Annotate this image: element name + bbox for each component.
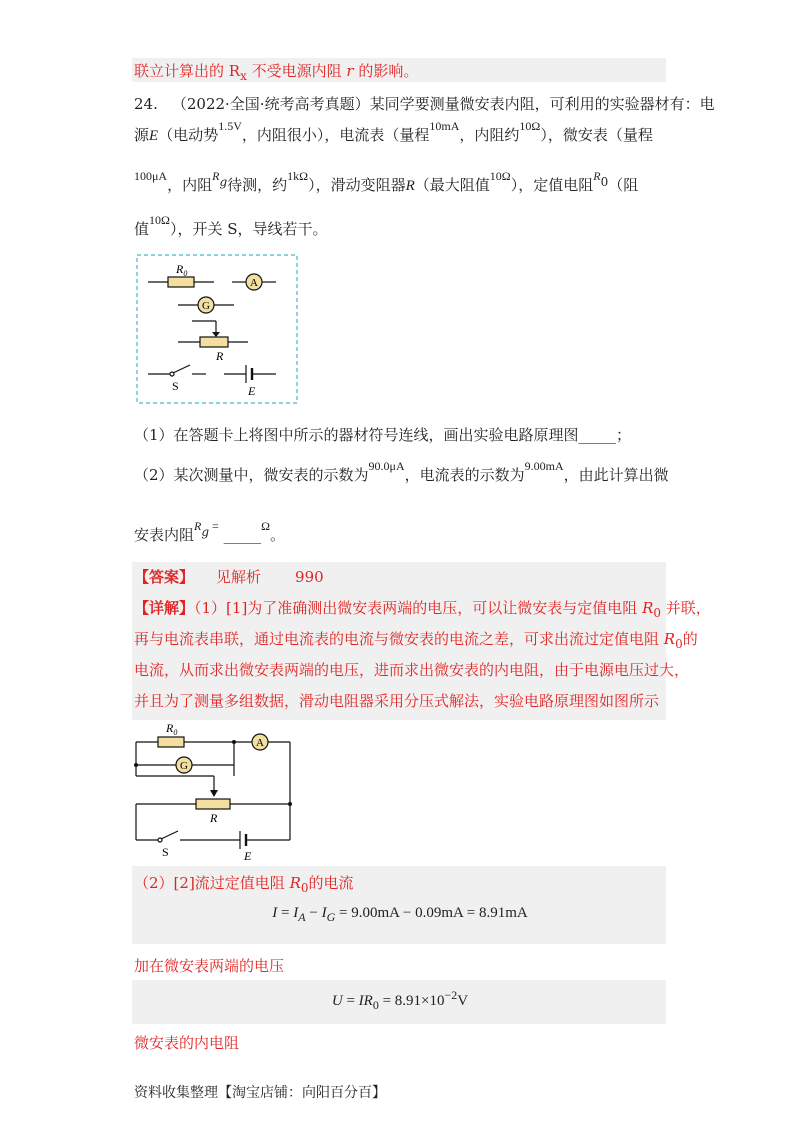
voltage-label: 加在微安表两端的电压 (134, 957, 285, 975)
fig2-R0-label: $R_0$ (166, 721, 178, 737)
explain-line-3: 电流，从而求出微安表两端的电压，进而求出微安表的内电阻，由于电源电压过大， (134, 661, 690, 679)
fig2-galvanometer-label: G (180, 760, 188, 772)
fig1-switch-label: S (172, 379, 179, 393)
fig2-switch-label: S (162, 845, 169, 859)
resistance-label: 微安表的内电阻 (134, 1034, 240, 1052)
fig1-rheostat-label: R (216, 349, 224, 363)
problem-line-1: 24. （2022·全国·统考高考真题）某同学要测量微安表内阻，可利用的实验器材有：电 (134, 95, 715, 113)
fig2-source-label: E (244, 849, 252, 862)
explain-line-2: 再与电流表串联，通过电流表的电流与微安表的电流之差，可求出流过定值电阻 $R_0$的 (134, 630, 698, 651)
dashed-border (137, 255, 297, 403)
answer-line: 【答案】 见解析 990 (134, 568, 324, 586)
circuit-figure (130, 720, 294, 862)
part2-heading: （2）[2]流过定值电阻 $R_0$的电流 (134, 874, 354, 895)
problem-line-2: 源E（电动势$^{1.5V}$，内阻很小），电流表（量程$^{10mA}$，内阻约$^{10\Omega}$），微安表（量程 (134, 119, 653, 144)
fig1-ammeter-label: A (250, 277, 258, 289)
problem-line-3: $^{100\mu A}$，内阻$^R_g$待测，约$^{1k\Omega}$），滑动变阻器R（最大阻值$^{10\Omega}$），定值电阻$^R_0$（阻 (134, 169, 639, 194)
fig2-rheostat-label: R (210, 811, 218, 825)
current-formula: $I = I_A - I_G = 9.00mA - 0.09mA = 8.91mA$ (272, 905, 528, 924)
fig1-galvanometer-label: G (202, 300, 210, 312)
fig2-ammeter-label: A (256, 737, 264, 749)
intro-line: 联立计算出的 $R_x$ 不受电源内阻 r 的影响。 (134, 62, 419, 83)
question-1: （1）在答题卡上将图中所示的器材符号连线，画出实验电路原理图_____； (134, 426, 632, 444)
components-figure (136, 254, 300, 406)
explain-line-1: 【详解】（1）[1]为了准确测出微安表两端的电压，可以让微安表与定值电阻 $R_0$ 并联， (134, 599, 711, 620)
question-2: （2）某次测量中，微安表的示数为$^{90.0\mu A}$，电流表的示数为$^{9.00mA}$，由此计算出微 (134, 459, 669, 484)
voltage-formula: $U = IR_0 = 8.91\times 10^{-2}V$ (331, 988, 469, 1012)
footer: 资料收集整理【淘宝店铺：向阳百分百】 (134, 1085, 386, 1101)
fig1-R0-label: $R_0$ (176, 262, 188, 278)
question-2-cont: 安表内阻$^R_g$ = _____$^\Omega$。 (134, 519, 286, 544)
problem-line-4: 值$^{10\Omega}$），开关 S，导线若干。 (134, 213, 328, 238)
explain-line-4: 并且为了测量多组数据，滑动电阻器采用分压式解法，实验电路原理图如图所示 (134, 692, 660, 710)
fig1-source-label: E (248, 384, 256, 398)
